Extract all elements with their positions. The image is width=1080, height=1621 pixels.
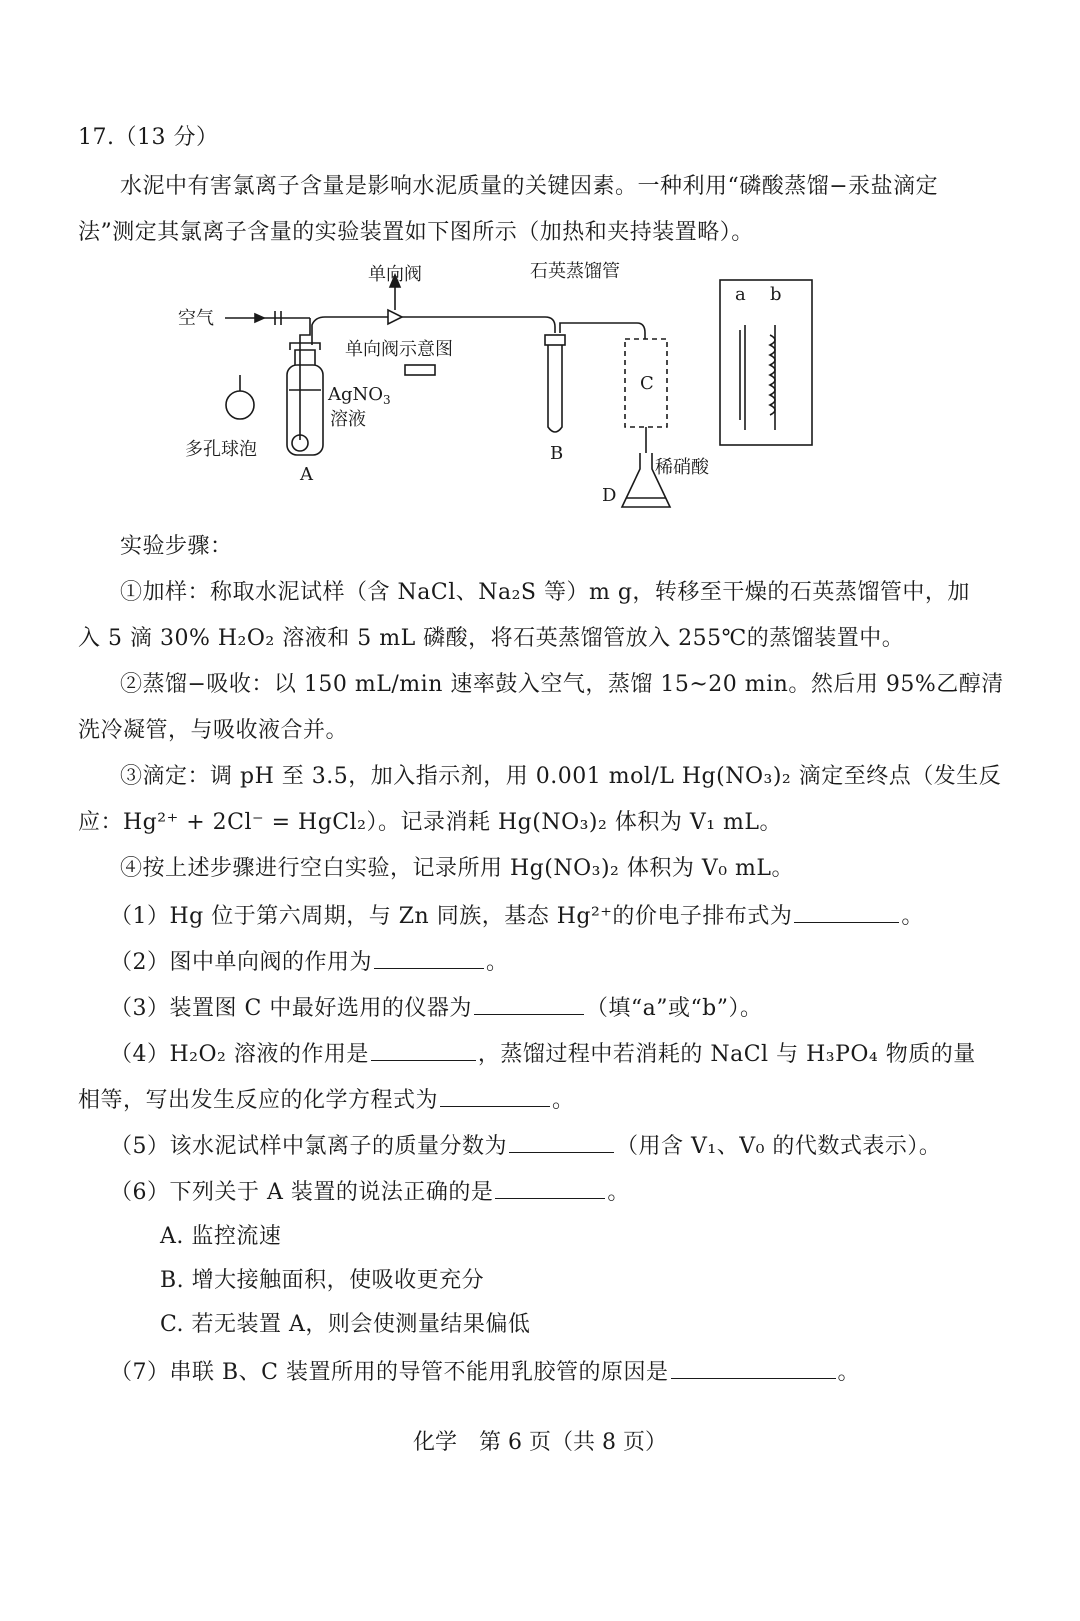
- answer-blank-1[interactable]: [794, 900, 899, 923]
- answer-blank-3[interactable]: [474, 992, 584, 1015]
- option-b: B. 增大接触面积，使吸收更充分: [160, 1268, 485, 1293]
- label-d-upper: D: [602, 485, 617, 506]
- agno3-label: AgNO$_3$: [328, 384, 391, 407]
- question-6: （6）下列关于 A 装置的说法正确的是 。: [110, 1176, 630, 1208]
- question-1: （1）Hg 位于第六周期，与 Zn 同族，基态 Hg²⁺的价电子排布式为 。: [110, 900, 924, 932]
- one-way-valve-label: 单向阀: [368, 264, 422, 285]
- instrument-a-label: a: [735, 284, 746, 305]
- label-b-upper: B: [550, 443, 564, 464]
- valve-schematic-label: 单向阀示意图: [345, 339, 453, 360]
- step-3-line-2: 应：Hg²⁺ + 2Cl⁻ = HgCl₂）。记录消耗 Hg(NO₃)₂ 体积为 V₁ mL。: [78, 810, 782, 835]
- option-a: A. 监控流速: [160, 1224, 282, 1249]
- instrument-b-label: b: [770, 284, 782, 305]
- step-4: ④按上述步骤进行空白实验，记录所用 Hg(NO₃)₂ 体积为 V₀ mL。: [120, 856, 795, 881]
- step-1-line-1: ①加样：称取水泥试样（含 NaCl、Na₂S 等）m g，转移至干燥的石英蒸馏管中，加: [120, 580, 970, 605]
- porous-bulb-label: 多孔球泡: [185, 439, 257, 460]
- dilute-nitric-label: 稀硝酸: [655, 457, 709, 478]
- question-2: （2）图中单向阀的作用为 。: [110, 946, 509, 978]
- option-c: C. 若无装置 A，则会使测量结果偏低: [160, 1312, 531, 1337]
- question-4-line-2: 相等，写出发生反应的化学方程式为 。: [78, 1084, 575, 1116]
- air-label: 空气: [178, 308, 214, 329]
- quartz-tube-label: 石英蒸馏管: [530, 261, 620, 282]
- step-3-line-1: ③滴定：调 pH 至 3.5，加入指示剂，用 0.001 mol/L Hg(NO₃)₂ 滴定至终点（发生反: [120, 764, 1002, 789]
- page-footer: 化学 第 6 页（共 8 页）: [413, 1430, 667, 1455]
- answer-blank-7[interactable]: [671, 1356, 836, 1379]
- apparatus-diagram: [150, 255, 850, 525]
- intro-line-1: 水泥中有害氯离子含量是影响水泥质量的关键因素。一种利用“磷酸蒸馏−汞盐滴定: [120, 174, 939, 199]
- steps-heading: 实验步骤：: [120, 534, 233, 559]
- answer-blank-5[interactable]: [509, 1130, 614, 1153]
- question-header: [78, 123, 219, 153]
- label-a-upper: A: [300, 464, 313, 485]
- question-number: 17.: [78, 125, 115, 150]
- question-3: （3）装置图 C 中最好选用的仪器为 （填“a”或“b”）。: [110, 992, 763, 1024]
- question-score: （13 分）: [114, 125, 219, 150]
- answer-blank-4b[interactable]: [440, 1084, 550, 1107]
- intro-line-2: 法”测定其氯离子含量的实验装置如下图所示（加热和夹持装置略）。: [78, 220, 754, 245]
- solution-label: 溶液: [330, 409, 366, 430]
- label-c-upper: C: [640, 373, 654, 394]
- question-4-line-1: （4）H₂O₂ 溶液的作用是 ，蒸馏过程中若消耗的 NaCl 与 H₃PO₄ 物质的量: [110, 1038, 976, 1070]
- step-1-line-2: 入 5 滴 30% H₂O₂ 溶液和 5 mL 磷酸，将石英蒸馏管放入 255℃的蒸馏装置中。: [78, 626, 905, 651]
- answer-blank-6[interactable]: [495, 1176, 605, 1199]
- answer-blank-2[interactable]: [374, 946, 484, 969]
- answer-blank-4a[interactable]: [371, 1038, 476, 1061]
- question-5: （5）该水泥试样中氯离子的质量分数为 （用含 V₁、V₀ 的代数式表示）。: [110, 1130, 941, 1162]
- question-7: （7）串联 B、C 装置所用的导管不能用乳胶管的原因是 。: [110, 1356, 860, 1388]
- step-2-line-1: ②蒸馏−吸收：以 150 mL/min 速率鼓入空气，蒸馏 15~20 min。然后用 95%乙醇清: [120, 672, 1004, 697]
- step-2-line-2: 洗冷凝管，与吸收液合并。: [78, 718, 349, 743]
